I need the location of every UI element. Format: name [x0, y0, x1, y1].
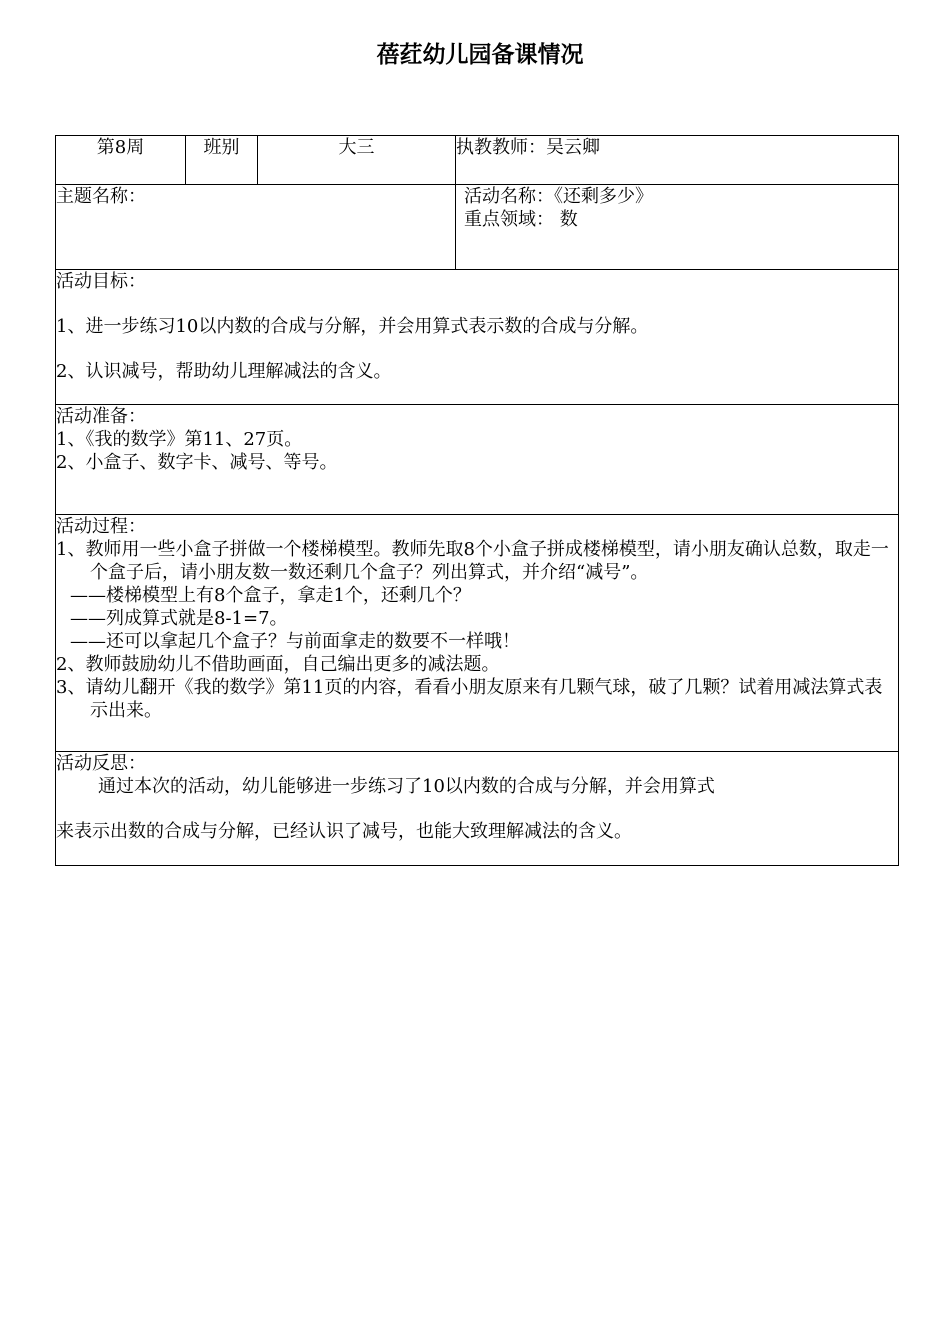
process-cell	[56, 515, 899, 752]
theme-row	[56, 185, 899, 270]
key-area: 重点领域： 数	[464, 209, 578, 230]
process-row	[56, 515, 899, 752]
teacher-cell: 执教教师：吴云卿	[456, 136, 899, 185]
theme-cell	[56, 185, 456, 270]
preparation-item: 2、小盒子、数字卡、减号、等号。	[56, 452, 338, 473]
reflection-label: 活动反思：	[56, 753, 146, 774]
activity-name: 活动名称：《还剩多少》	[464, 186, 653, 207]
goal-item: 2、认识减号，帮助幼儿理解减法的含义。	[56, 361, 392, 382]
process-step: 1、教师用一些小盒子拼做一个楼梯模型。教师先取8个小盒子拼成楼梯模型，请小朋友确认总数，取走一个盒子后，请小朋友数一数还剩几个盒子？列出算式，并介绍“减号”。	[56, 539, 889, 583]
process-step: 3、请幼儿翻开《我的数学》第11页的内容，看看小朋友原来有几颗气球，破了几颗？试着用减法算式表示出来。	[56, 677, 883, 721]
process-label: 活动过程：	[56, 516, 146, 537]
theme-label: 主题名称：	[56, 186, 146, 207]
goal-item: 1、进一步练习10以内数的合成与分解，并会用算式表示数的合成与分解。	[56, 316, 649, 337]
lesson-plan-table	[55, 135, 899, 866]
process-dialog-line: ——楼梯模型上有8个盒子，拿走1个，还剩几个？	[70, 585, 471, 606]
preparation-label: 活动准备：	[56, 406, 146, 427]
activity-cell	[456, 185, 899, 270]
header-row	[56, 136, 899, 185]
goals-cell	[56, 270, 899, 405]
week-cell: 第8周	[56, 136, 186, 185]
reflection-text: 来表示出数的合成与分解，已经认识了减号，也能大致理解减法的含义。	[56, 821, 632, 842]
reflection-row	[56, 752, 899, 866]
reflection-cell	[56, 752, 899, 866]
goals-row	[56, 270, 899, 405]
reflection-text: 通过本次的活动，幼儿能够进一步练习了10以内数的合成与分解，并会用算式	[98, 776, 715, 797]
process-dialog-line: ——列成算式就是8-1=7。	[70, 608, 288, 629]
goals-label: 活动目标：	[56, 271, 146, 292]
preparation-item: 1、《我的数学》第11、27页。	[56, 429, 303, 450]
class-label-cell: 班别	[186, 136, 258, 185]
preparation-cell	[56, 405, 899, 515]
document-title: 蓓荭幼儿园备课情况	[376, 41, 584, 68]
process-step: 2、教师鼓励幼儿不借助画面，自己编出更多的减法题。	[56, 654, 500, 675]
class-value-cell: 大三	[258, 136, 456, 185]
process-dialog-line: ——还可以拿起几个盒子？与前面拿走的数要不一样哦！	[70, 631, 520, 652]
preparation-row	[56, 405, 899, 515]
